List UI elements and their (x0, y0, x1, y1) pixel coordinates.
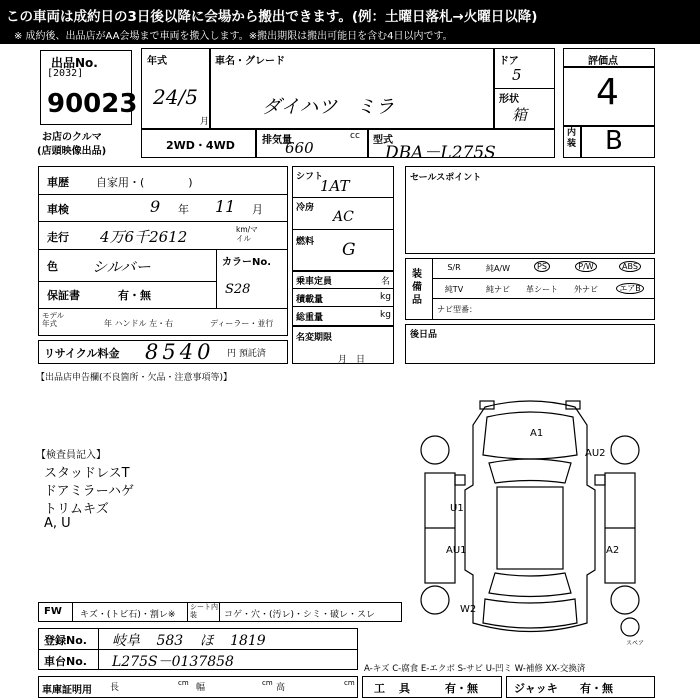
recycle-unit: 円 預託済 (227, 349, 266, 359)
name-value: ダイハツ ミラ (262, 96, 395, 118)
lot-number-box (40, 50, 138, 125)
model-year-text: 年 ハンドル 左・右 (104, 319, 174, 328)
damage-label-left-door: U1 (450, 503, 464, 514)
navi-model-label: ナビ型番： (437, 305, 477, 314)
inspection-year: 9 (150, 197, 161, 216)
color-label: 色 (47, 260, 58, 273)
gross-label: 総重量 (296, 313, 324, 323)
name-change-label: 名変期限 (296, 333, 333, 343)
registration-value: 岐阜 583 ほ 1819 (112, 633, 266, 649)
load-label: 積載量 (296, 295, 324, 305)
lot-label: 出品No. (51, 56, 98, 70)
equip-ps (520, 262, 564, 271)
mileage-unit: km/マイル (236, 225, 258, 243)
spare-label: スペア (626, 640, 645, 647)
equip-leather: 革シート (526, 285, 558, 294)
cert-width-unit: cm (262, 679, 273, 687)
equip-pw-label: P/W (575, 261, 596, 272)
model-label: 型式 (373, 135, 393, 146)
cert-width-label: 幅 (196, 683, 206, 693)
mileage-label: 走行 (47, 231, 69, 244)
history-box (38, 166, 288, 336)
dealer-text: ディーラー・並行 (210, 319, 274, 328)
score-label: 評価点 (588, 56, 618, 67)
doors-label: ドア (499, 56, 519, 67)
lot-sub-number-value: 2032 (53, 68, 78, 79)
declaration-label: 【出品店申告欄(不良箇所・欠品・注意事項等)】 (36, 373, 233, 383)
damage-legend: A-キズ C-腐食 E-エクボ S-サビ U-凹ミ W-補修 XX-交換済 (364, 664, 586, 674)
load-unit: kg (380, 292, 391, 302)
fw-label: FW (44, 606, 62, 617)
gross-unit: kg (380, 310, 391, 320)
ac-value: AC (333, 209, 354, 225)
equip-airbag (608, 283, 652, 294)
equip-sr: S/R (447, 263, 461, 272)
damage-label-front: A1 (530, 428, 544, 439)
lot-number: 90023 (47, 89, 138, 119)
seat-label: シート内装 (190, 603, 218, 619)
model-year-label: モデル年式 (42, 311, 65, 328)
lot-sub-number: [2032] (47, 68, 84, 79)
inspector-label: 【検査員記入】 (36, 450, 106, 461)
inspection-year-unit: 年 (178, 203, 189, 216)
chassis-value: L275S－0137858 (112, 654, 234, 670)
equipment-label: 装備品 (412, 269, 422, 306)
displacement-unit: cc (350, 131, 360, 141)
recycle-value: 8540 (145, 340, 215, 364)
equip-airbag-label: エアB (616, 283, 644, 294)
history-label: 車歴 (47, 176, 69, 189)
color-no-label: カラーNo. (222, 257, 272, 268)
score-value: 4 (596, 72, 619, 113)
equip-navi: 純ナビ (486, 285, 510, 294)
seat-items: コゲ・穴・(汚レ)・シミ・破レ・スレ (224, 610, 376, 620)
registration-label: 登録No. (44, 634, 87, 647)
inspection-month: 11 (215, 197, 236, 216)
color-no-value: S28 (225, 282, 251, 297)
shop-label: お店のクルマ (42, 132, 102, 143)
fuel-value: G (342, 240, 356, 260)
doors-value: 5 (512, 66, 522, 84)
damage-label-right-rear: A2 (606, 545, 620, 556)
jack-label: ジャッキ (514, 682, 558, 695)
drive-label: 2WD・4WD (166, 139, 235, 152)
damage-label-rear: W2 (460, 604, 477, 615)
equip-abs (608, 262, 652, 271)
damage-label-front-right: AU2 (585, 448, 606, 459)
equip-ext-navi: 外ナビ (574, 285, 598, 294)
shape-value: 箱 (512, 106, 528, 124)
year-value: 24/5 (153, 85, 198, 109)
recycle-label: リサイクル料金 (44, 347, 120, 360)
damage-label-left-rear: AU1 (446, 545, 467, 556)
equip-abs-label: ABS (619, 261, 641, 272)
shift-label: シフト (296, 172, 324, 182)
cert-height-label: 高 (276, 683, 286, 693)
displacement-value: 660 (285, 139, 314, 157)
history-value: 自家用・( ) (96, 176, 193, 189)
ac-label: 冷房 (296, 203, 315, 213)
later-items-label: 後日品 (410, 330, 438, 340)
cert-length-label: 長 (110, 683, 120, 693)
cert-length-unit: cm (178, 679, 189, 687)
chassis-label: 車台No. (44, 655, 87, 668)
interior-value: B (605, 126, 623, 156)
equip-pw (564, 262, 608, 271)
color-value: シルバー (92, 258, 151, 276)
inspector-note-4: A, U (44, 516, 71, 531)
displacement-label: 排気量 (262, 135, 292, 146)
sales-point-label: セールスポイント (410, 173, 482, 183)
header-line-2: ※ 成約後、出品店がAA会場まで車両を搬入します。※搬出期限は搬出可能日を含む4日以内です。 (14, 31, 453, 42)
capacity-label: 乗車定員 (296, 277, 333, 287)
tools-label: 工具 (374, 682, 424, 695)
inspection-label: 車検 (47, 203, 69, 216)
warranty-label: 保証書 (47, 289, 80, 302)
certificate-label: 車庫証明用 (42, 685, 92, 696)
cert-height-unit: cm (344, 679, 355, 687)
warranty-value: 有・無 (118, 289, 151, 302)
month-suffix: 月 (200, 117, 210, 127)
jack-value: 有・無 (580, 682, 613, 695)
equip-aw: 純A/W (485, 264, 511, 273)
later-items-box (405, 324, 655, 364)
interior-label: 内装 (567, 128, 577, 149)
inspector-note-3: トリムキズ (44, 502, 109, 517)
name-change-unit: 月 日 (338, 355, 366, 365)
fw-items: キズ・(トビ石)・割レ※ (80, 610, 176, 620)
header-line-1: この車両は成約日の3日後以降に会場から搬出できます。(例：土曜日落札→火曜日以降) (6, 9, 538, 25)
tools-value: 有・無 (445, 682, 478, 695)
inspection-month-unit: 月 (252, 203, 263, 216)
year-label: 年式 (147, 56, 167, 67)
shift-value: 1AT (320, 177, 350, 195)
capacity-unit: 名 (381, 277, 391, 287)
equip-tv: 純TV (444, 285, 464, 294)
equip-ps-label: PS (534, 261, 550, 272)
inspector-note-1: スタッドレスT (44, 466, 130, 481)
shape-label: 形状 (499, 94, 519, 105)
mileage-value: 4万6千2612 (100, 228, 188, 246)
shop-sub-label: (店頭映像出品) (37, 146, 107, 157)
inspector-note-2: ドアミラーハゲ (44, 484, 134, 499)
model-value: DBA－L275S (385, 143, 496, 163)
fuel-label: 燃料 (296, 237, 315, 247)
name-label: 車名・グレード (215, 56, 285, 67)
